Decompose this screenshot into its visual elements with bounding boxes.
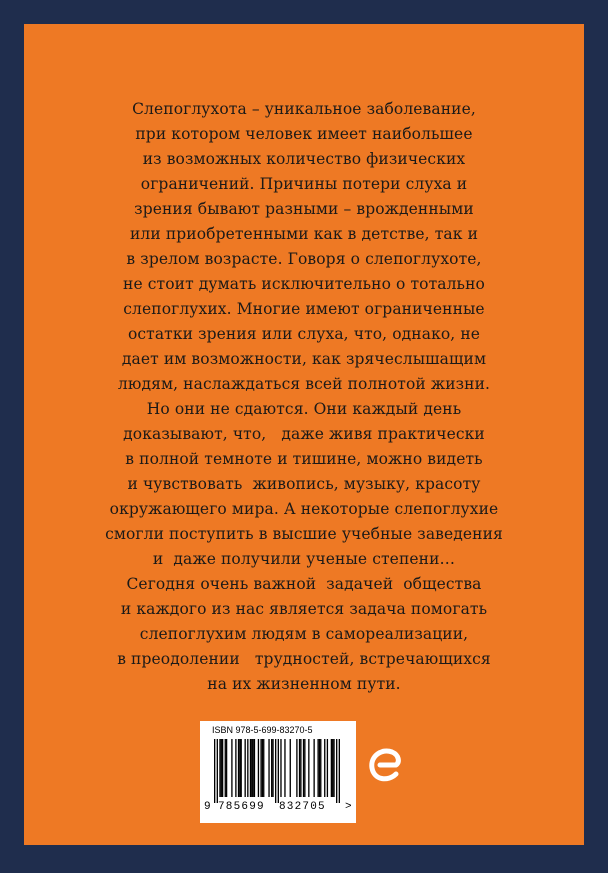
barcode-bar	[221, 739, 222, 797]
barcode-bar	[245, 739, 246, 797]
barcode-bar	[226, 739, 227, 797]
blurb-line: слепоглухим людям в самореализации,	[139, 625, 469, 643]
barcode-bar	[262, 739, 263, 797]
barcode-bar	[327, 739, 328, 797]
barcode-bar	[332, 739, 333, 797]
publisher-e-logo-icon	[366, 734, 406, 786]
barcode-bar	[239, 739, 240, 797]
barcode-bar	[324, 739, 325, 797]
barcode-bar	[272, 739, 273, 797]
blurb-line: ограничений. Причины потери слуха и	[140, 175, 468, 193]
blurb-line: окружающего мира. А некоторые слепоглухие	[109, 500, 499, 518]
blurb-line: в полной темноте и тишине, можно видеть	[125, 450, 483, 468]
barcode-digit-group-right: 832705	[279, 801, 326, 813]
blurb-line: в зрелом возрасте. Говоря о слепоглухоте,	[126, 250, 482, 268]
barcode-bar	[284, 739, 285, 797]
blurb-line: людям, наслаждаться всей полнотой жизни.	[117, 375, 491, 393]
barcode-bar	[254, 739, 255, 797]
barcode-bar	[290, 739, 291, 797]
blurb-line: доказывают, что, даже живя практически	[123, 425, 485, 443]
barcode-bar	[320, 739, 321, 797]
blurb-line: зрения бывают разными – врожденными	[134, 200, 474, 218]
barcode-bar	[235, 739, 236, 797]
barcode-bar	[333, 739, 334, 797]
barcode-bar	[252, 739, 253, 797]
barcode-bar	[241, 739, 242, 797]
barcode-bar	[296, 739, 297, 797]
barcode-bar	[339, 739, 340, 803]
blurb-line: слепоглухих. Многие имеют ограниченные	[123, 300, 485, 318]
blurb-line: на их жизненном пути.	[207, 675, 401, 693]
barcode-digit-group-left: 785699	[218, 801, 265, 813]
barcode-bar	[260, 739, 261, 797]
barcode-bar	[299, 739, 300, 797]
barcode-bar	[278, 739, 279, 803]
blurb-line: Но они не сдаются. Они каждый день	[146, 400, 462, 418]
blurb-line: не стоит думать исключительно о тотально	[123, 275, 485, 293]
barcode-bar	[319, 739, 320, 797]
barcode-bar	[247, 739, 248, 797]
blurb-line: в преодолении трудностей, встречающихся	[117, 650, 491, 668]
barcode-bar	[222, 739, 223, 797]
blurb-line: Слепоглухота – уникальное заболевание,	[132, 100, 476, 118]
blurb-line: и чувствовать живопись, музыку, красоту	[127, 475, 481, 493]
blurb-text	[24, 97, 584, 697]
barcode-bar	[280, 739, 281, 797]
back-cover	[24, 24, 584, 845]
barcode-bar	[300, 739, 301, 797]
blurb-line: Сегодня очень важной задачей общества	[126, 575, 482, 593]
blurb-line: смогли поступить в высшие учебные заведения	[105, 525, 503, 543]
barcode-digit-first: 9	[204, 801, 211, 813]
barcode-bar	[304, 739, 305, 797]
barcode-bar	[258, 739, 259, 797]
barcode-bar	[268, 739, 269, 797]
barcode-digits	[204, 801, 352, 873]
barcode-bar	[271, 739, 272, 797]
barcode-bar	[308, 739, 309, 797]
blurb-line: или приобретенными как в детстве, так и	[130, 225, 478, 243]
barcode-bar	[217, 739, 218, 803]
barcode-bar	[331, 739, 332, 797]
barcode-quiet-zone-marker: >	[345, 801, 352, 813]
blurb-line: и даже получили ученые степени…	[152, 550, 456, 568]
blurb-line: остатки зрения или слуха, что, однако, не	[127, 325, 481, 343]
barcode-bar	[275, 739, 276, 803]
blurb-line: при котором человек имеет наибольшее	[135, 125, 473, 143]
blurb-line: из возможных количество физических	[142, 150, 466, 168]
blurb-line: и каждого из нас является задача помогать	[120, 600, 488, 618]
barcode-bar	[238, 739, 239, 797]
barcode-bar	[250, 739, 251, 797]
barcode-bar	[313, 739, 314, 797]
isbn-label: ISBN 978-5-699-83270-5	[212, 725, 313, 735]
barcode-bar	[263, 739, 264, 797]
barcode-bar	[214, 739, 215, 803]
barcode-bars	[214, 739, 340, 803]
barcode-bar	[336, 739, 337, 803]
barcode-bar	[251, 739, 252, 797]
barcode-bar	[225, 739, 226, 797]
barcode-bar	[231, 739, 232, 797]
barcode-bar	[317, 739, 318, 797]
barcode-bar	[219, 739, 220, 797]
isbn-barcode	[200, 721, 356, 823]
blurb-line: дает им возможности, как зрячеслышащим	[121, 350, 487, 368]
barcode-bar	[303, 739, 304, 797]
